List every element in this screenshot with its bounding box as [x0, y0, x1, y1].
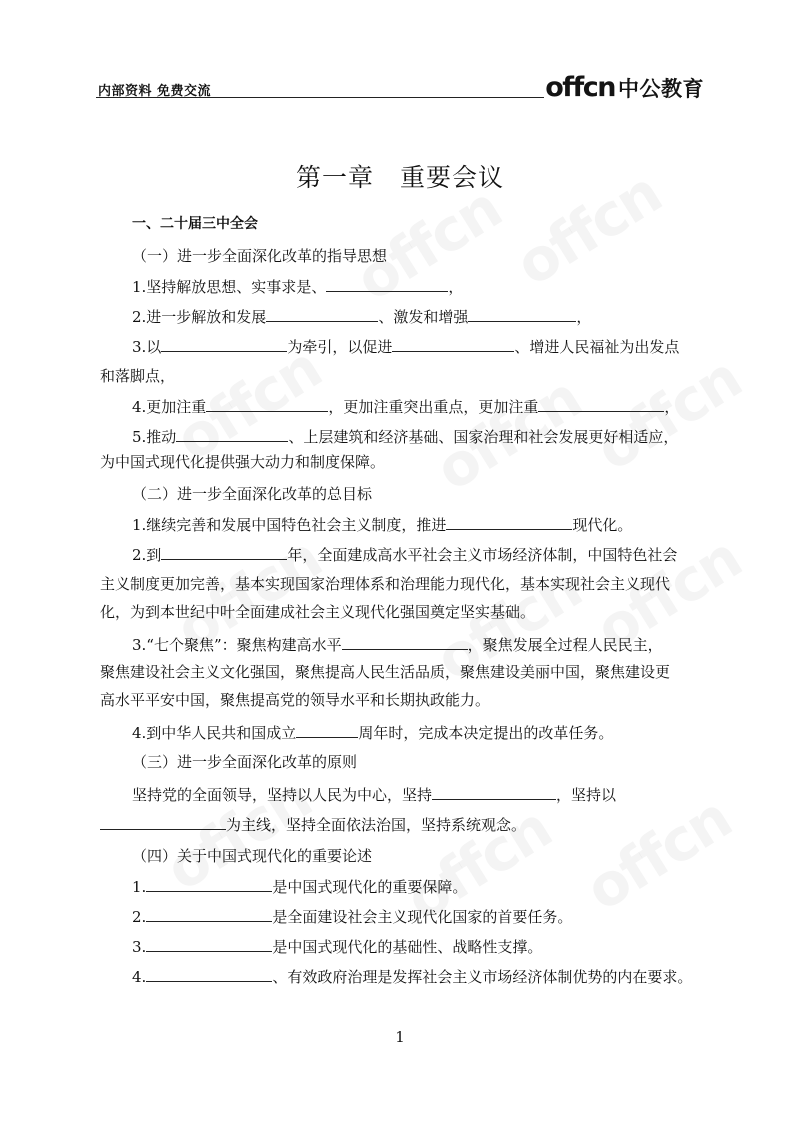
list-item-continuation: 为中国式现代化提供强大动力和制度保障。 — [100, 453, 386, 471]
list-item: 5.推动 、上层建筑和经济基础、国家治理和社会发展更好相适应， — [132, 428, 679, 446]
fill-blank — [538, 396, 664, 412]
fill-blank — [432, 784, 556, 800]
fill-blank — [161, 336, 287, 352]
fill-blank — [392, 336, 514, 352]
list-item: 4. 、有效政府治理是发挥社会主义市场经济体制优势的内在要求。 — [132, 968, 693, 986]
header-label: 内部资料 免费交流 — [98, 84, 212, 99]
subsection-heading: （一）进一步全面深化改革的指导思想 — [132, 247, 388, 265]
list-item-continuation: 聚焦建设社会主义文化强国，聚焦提高人民生活品质，聚焦建设美丽中国，聚焦建设更 — [100, 663, 671, 681]
fill-blank — [468, 306, 576, 322]
fill-blank — [326, 276, 448, 292]
logo-chinese-text: 中公教育 — [618, 77, 704, 101]
list-item: 3.以 为牵引，以促进 、增进人民福祉为出发点 — [132, 338, 680, 356]
section-heading: 一、二十届三中全会 — [132, 216, 258, 232]
fill-blank — [446, 514, 572, 530]
fill-blank — [206, 396, 328, 412]
fill-blank — [176, 426, 288, 442]
fill-blank — [296, 722, 358, 738]
subsection-heading: （二）进一步全面深化改革的总目标 — [132, 485, 373, 503]
list-item-continuation: 高水平平安中国，聚焦提高党的领导水平和长期执政能力。 — [100, 691, 491, 709]
paragraph: 坚持党的全面领导，坚持以人民为中心，坚持 ，坚持以 — [132, 786, 617, 804]
offcn-logo — [545, 70, 704, 102]
chapter-title: 第一章 重要会议 — [295, 163, 504, 192]
list-item-continuation: 化，为到本世纪中叶全面建成社会主义现代化强国奠定坚实基础。 — [100, 603, 536, 621]
list-item-continuation: 和落脚点， — [100, 367, 176, 385]
list-item: 4.更加注重 ，更加注重突出重点，更加注重 ， — [132, 398, 680, 416]
fill-blank — [146, 936, 272, 952]
fill-blank — [100, 814, 226, 830]
list-item: 1.继续完善和发展中国特色社会主义制度，推进 现代化。 — [132, 516, 633, 534]
list-item: 1. 是中国式现代化的重要保障。 — [132, 878, 468, 896]
fill-blank — [266, 306, 378, 322]
fill-blank — [161, 544, 287, 560]
logo-latin-text: offcn — [545, 72, 615, 103]
fill-blank — [146, 906, 272, 922]
list-item: 3.“七个聚焦”：聚焦构建高水平 ，聚焦发展全过程人民民主， — [132, 636, 663, 654]
header-rule — [96, 97, 544, 98]
page-number: 1 — [395, 1028, 405, 1046]
subsection-heading: （三）进一步全面深化改革的原则 — [132, 753, 358, 771]
list-item: 4.到中华人民共和国成立 周年时，完成本决定提出的改革任务。 — [132, 724, 614, 742]
list-item-continuation: 主义制度更加完善，基本实现国家治理体系和治理能力现代化，基本实现社会主义现代 — [100, 575, 671, 593]
fill-blank — [342, 634, 468, 650]
fill-blank — [146, 966, 272, 982]
page-header — [96, 70, 704, 102]
fill-blank — [146, 876, 272, 892]
list-item: 2. 是全面建设社会主义现代化国家的首要任务。 — [132, 908, 573, 926]
list-item: 2.到 年，全面建成高水平社会主义市场经济体制，中国特色社会 — [132, 546, 678, 564]
list-item: 1.坚持解放思想、实事求是、 ， — [132, 278, 464, 296]
paragraph-continuation: 为主线，坚持全面依法治国，坚持系统观念。 — [100, 814, 526, 835]
subsection-heading: （四）关于中国式现代化的重要论述 — [132, 847, 373, 865]
list-item: 3. 是中国式现代化的基础性、战略性支撑。 — [132, 938, 543, 956]
list-item: 2.进一步解放和发展 、激发和增强 ， — [132, 308, 592, 326]
